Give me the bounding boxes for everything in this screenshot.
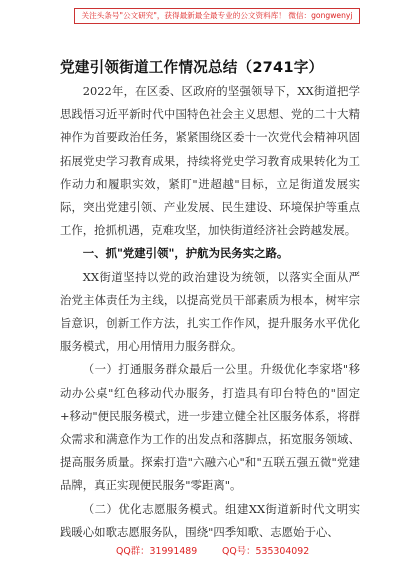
- document-body: [60, 80, 360, 544]
- footer-contact: [0, 543, 408, 559]
- document-title: 党建引领街道工作情况总结（2741字）: [60, 59, 324, 76]
- footer-qq-group: QQ群：31991489: [116, 546, 198, 557]
- paragraph-item-2: （二）优化志愿服务模式。组建XX街道新时代文明实践暖心如歌志愿服务队，围绕"四季知歌、志愿始于心、: [60, 501, 360, 539]
- header-banner: 关注头条号"公文研究"，获得最新最全最专业的公文资料库！ 微信：gongwenyj: [74, 8, 360, 24]
- paragraph-section-intro: XX街道坚持以党的政治建设为统领，以落实全面从严治党主体责任为主线，以提高党员干部素质为根本，树牢宗旨意识，创新工作方法，扎实工作作风，提升服务水平优化服务模式，用心用情用力服务群众。: [60, 269, 360, 354]
- section-heading: 一、抓"党建引领"，护航为民务实之路。: [82, 246, 289, 261]
- paragraph-intro: 2022年，在区委、区政府的坚强领导下，XX街道把学思践悟习近平新时代中国特色社会主义思想、党的二十大精神作为首要政治任务，紧紧围绕区委十一次党代会精神巩固拓展党史学习教育成果，持续将党史学习教育成果转化为工作动力和履职实效，紧盯"进超越"目标，立足街道发展实际，突出党建引领、产业发展、民生建设、环境保护等重点工作，抢抓机遇，克难攻坚，加快街道经济社会跨越发展。: [60, 84, 360, 238]
- paragraph-item-1: （一）打通服务群众最后一公里。升级优化李家塔"移动办公桌"红色移动代办服务，打造具有印台特色的"固定+移动"便民服务模式，进一步建立健全社区服务体系，将群众需求和满意作为工作的出发点和落脚点，拓宽服务领域、提高服务质量。探索打造"六融六心"和"五联五强五微"党建品牌，真正实现便民服务"零距离"。: [60, 362, 360, 493]
- footer-qq-number: QQ号：535304092: [222, 546, 310, 557]
